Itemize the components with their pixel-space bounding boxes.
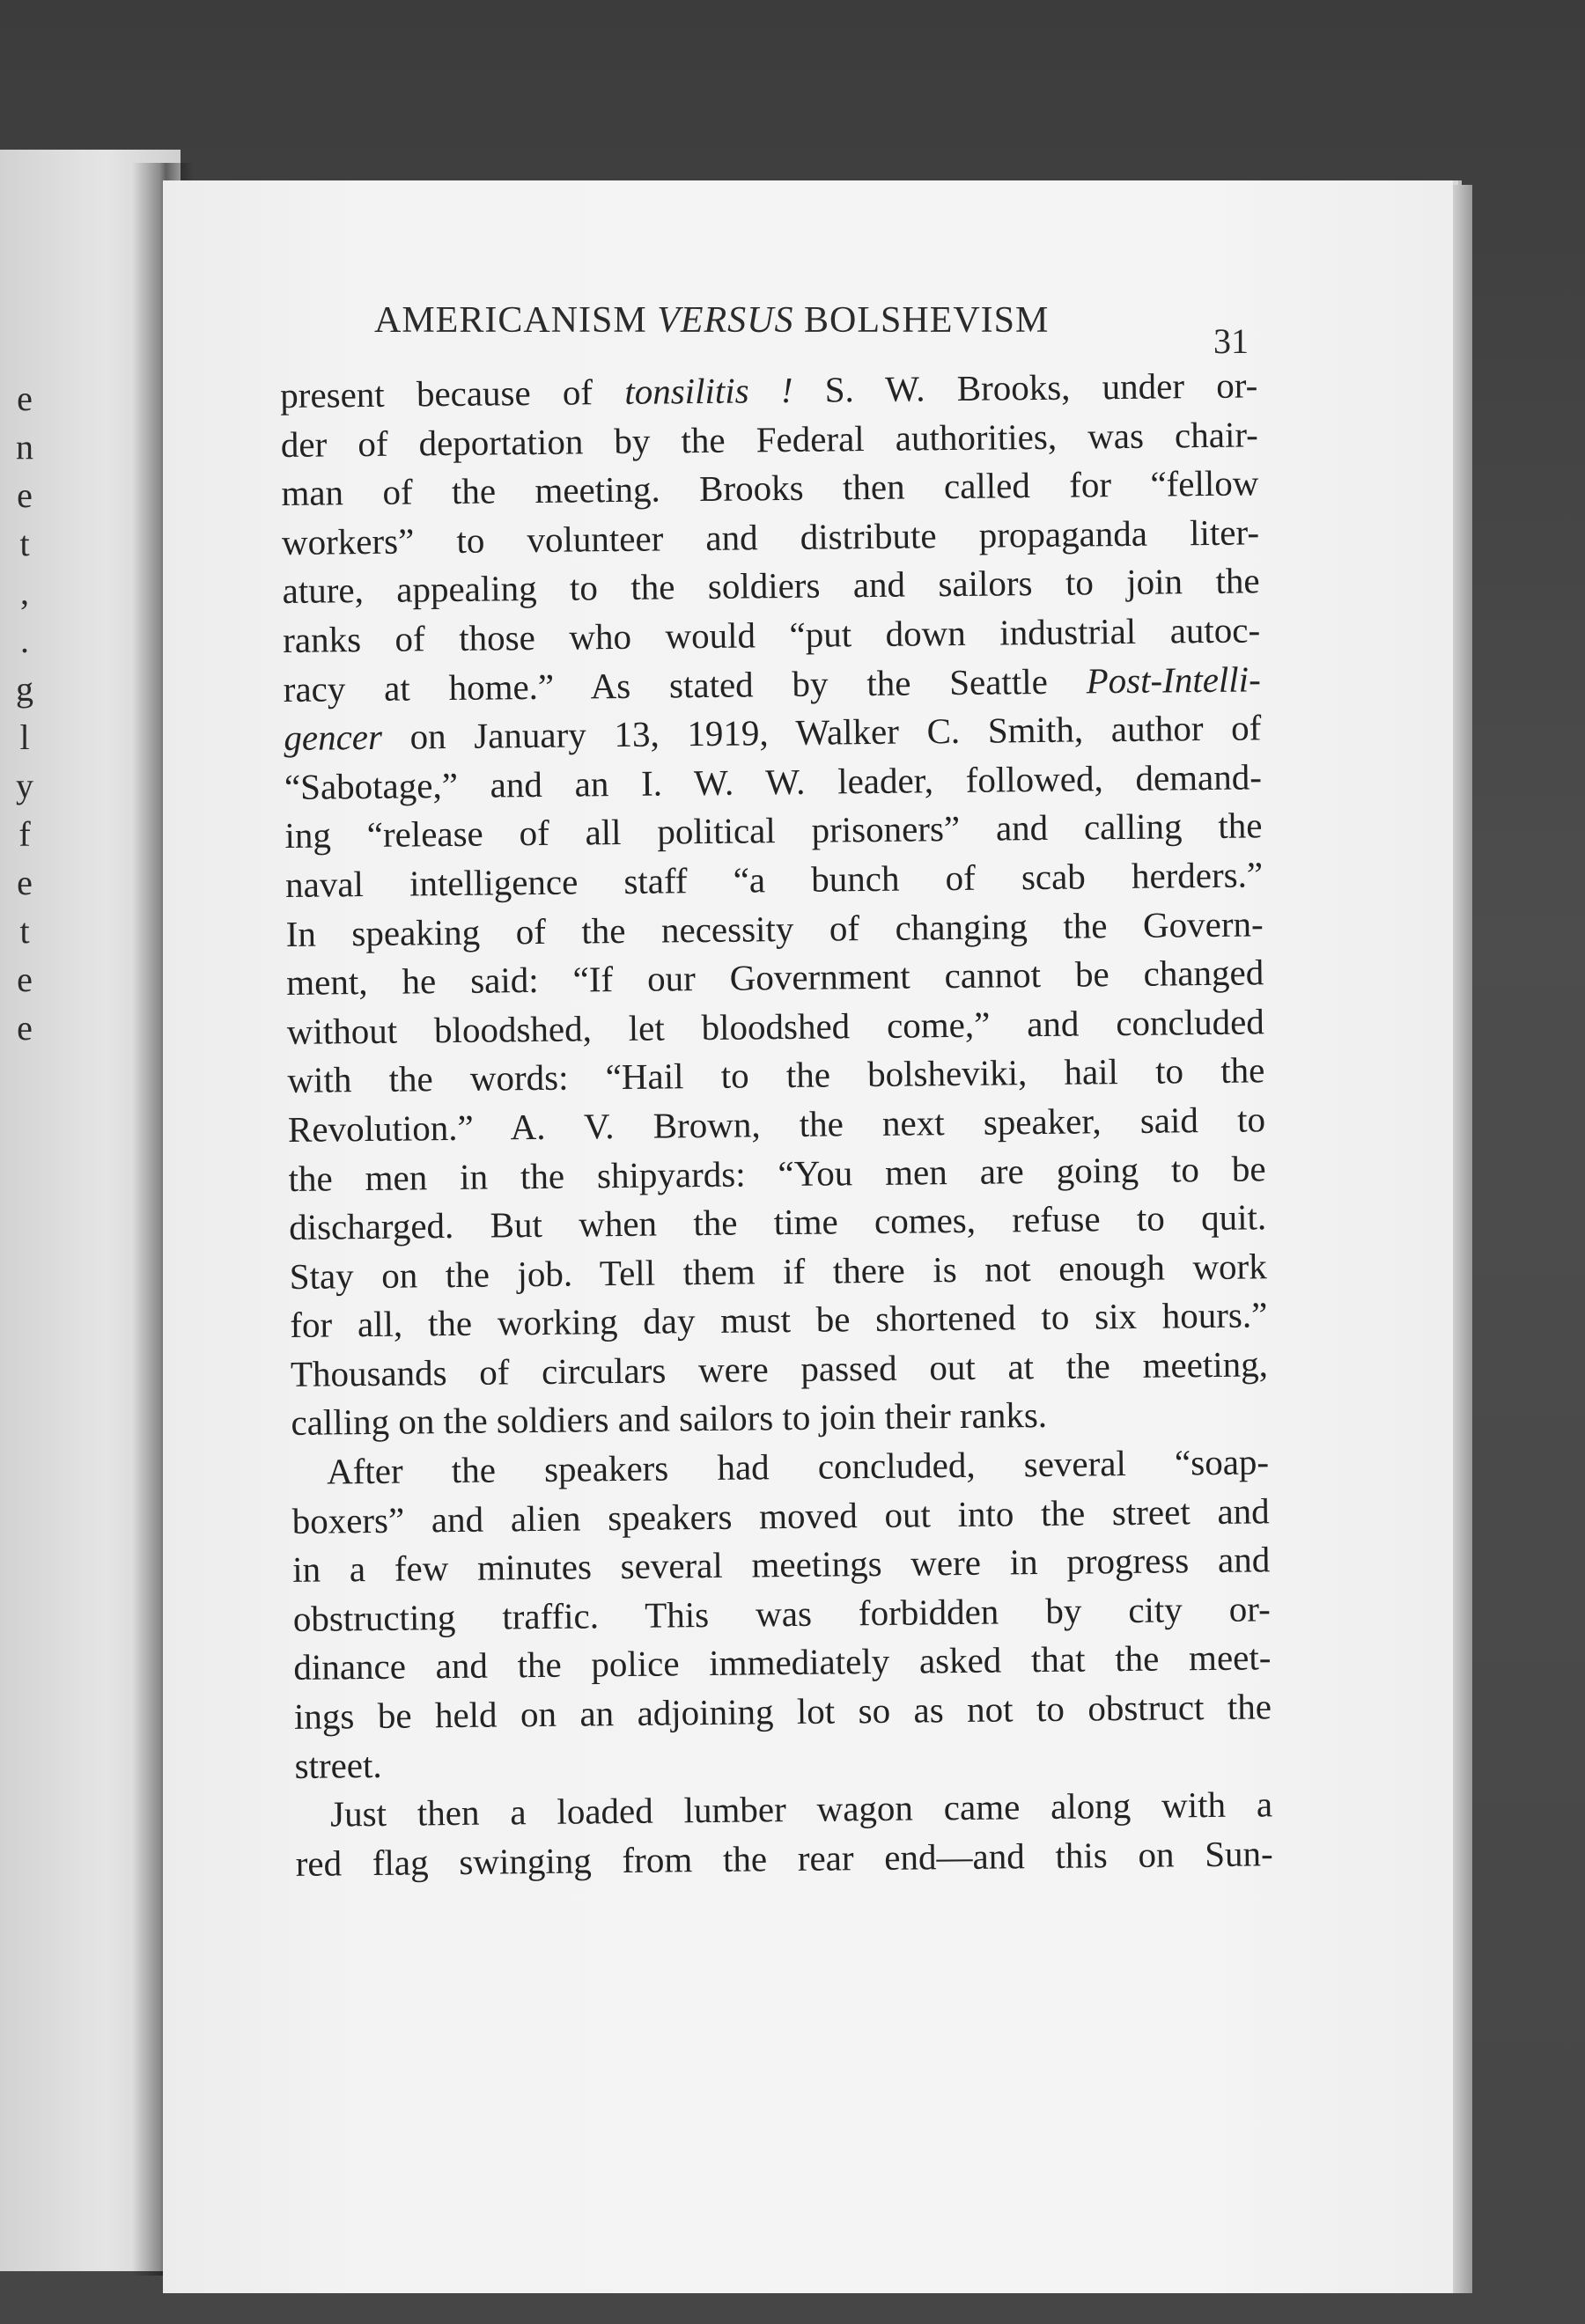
page-edge [1453,185,1472,2293]
previous-page-fragment: . [20,621,29,660]
text-run: S. W. Brooks, under or- [792,364,1258,410]
italic-text: tonsilitis ! [624,369,793,412]
text-run: Thousands of circulars were passed out at the meeting, [290,1343,1269,1394]
previous-page-fragment: , [20,572,29,612]
text-run: ranks of those who would “put down industrial autoc- [282,609,1261,660]
previous-page-fragment: e [17,379,33,418]
text-run: without bloodshed, let bloodshed come,” and concluded [286,1001,1265,1052]
running-head-versus: VERSUS [657,300,794,341]
text-run: in a few minutes several meetings were in progress and [292,1539,1271,1591]
previous-page-text-fragments [7,374,42,1052]
previous-page-fragment: l [19,717,30,757]
text-run: ature, appealing to the soldiers and sailors to join the [282,560,1260,612]
text-run: “Sabotage,” and an I. W. W. leader, followed, demand- [284,756,1263,807]
text-run: Revolution.” A. V. Brown, the next speaker, said to [287,1099,1266,1150]
previous-page-fragment: f [18,814,31,854]
text-run: on January 13, 1919, Walker C. Smith, author of [381,707,1262,757]
text-run: After the speakers had concluded, several “soap- [326,1441,1270,1492]
text-run: boxers” and alien speakers moved out into the street and [291,1489,1270,1541]
text-run: workers” to volunteer and distribute propaganda liter- [281,511,1260,563]
page-number: 31 [1213,321,1249,361]
text-run: ings be held on an adjoining lot so as not to obstruct the [293,1686,1272,1737]
previous-page-fragment: t [19,911,30,951]
running-head [374,299,1255,342]
text-line [294,1682,1272,1741]
paragraph [291,1438,1272,1791]
text-run: ment, he said: “If our Government cannot be changed [286,952,1264,1004]
running-head-part3: BOLSHEVISM [793,300,1050,341]
italic-text: gencer [284,716,383,759]
text-line [295,1829,1273,1888]
previous-page-fragment: y [16,766,33,805]
text-run: racy at home.” As stated by the Seattle [283,659,1087,710]
previous-page-fragment: e [17,475,33,515]
text-run: discharged. But when the time comes, refuse to quit. [288,1196,1267,1248]
italic-text: Post-Intelli- [1086,658,1261,701]
body-text [280,361,1273,1888]
paragraph [295,1781,1273,1889]
text-run: Just then a loaded lumber wagon came along with a [329,1783,1273,1835]
previous-page-fragment: n [16,427,33,467]
previous-page-fragment: g [16,669,33,709]
text-run: Stay on the job. Tell them if there is not enough work [289,1246,1267,1297]
previous-page-fragment: e [17,1008,33,1048]
text-run: ing “release of all political prisoners” and calling the [284,805,1263,857]
text-run: naval intelligence staff “a bunch of scab herders.” [284,854,1264,905]
text-run: with the words: “Hail to the bolsheviki, hail to the [287,1049,1265,1101]
previous-page-fragment: e [17,960,33,999]
text-run: dinance and the police immediately asked that the meet- [293,1636,1272,1688]
paragraph [280,361,1269,1448]
text-run: calling on the soldiers and sailors to join their ranks. [291,1394,1048,1444]
text-run: man of the meeting. Brooks then called for “fellow [281,462,1259,514]
text-run: present because of [280,371,625,416]
text-run: the men in the shipyards: “You men are going to be [288,1147,1266,1199]
text-run: obstructing traffic. This was forbidden by city or- [292,1588,1272,1639]
running-head-part1: AMERICANISM [374,300,658,341]
text-run: In speaking of the necessity of changing the Govern- [285,902,1264,954]
text-run: der of deportation by the Federal authorities, was chair- [280,413,1259,465]
text-run: for all, the working day must be shortened to six hours.” [290,1294,1268,1346]
text-run: street. [294,1744,382,1786]
text-run: red flag swinging from the rear end—and this on Sun- [295,1833,1273,1884]
previous-page-fragment: e [17,863,33,902]
previous-page-fragment: t [19,524,30,563]
